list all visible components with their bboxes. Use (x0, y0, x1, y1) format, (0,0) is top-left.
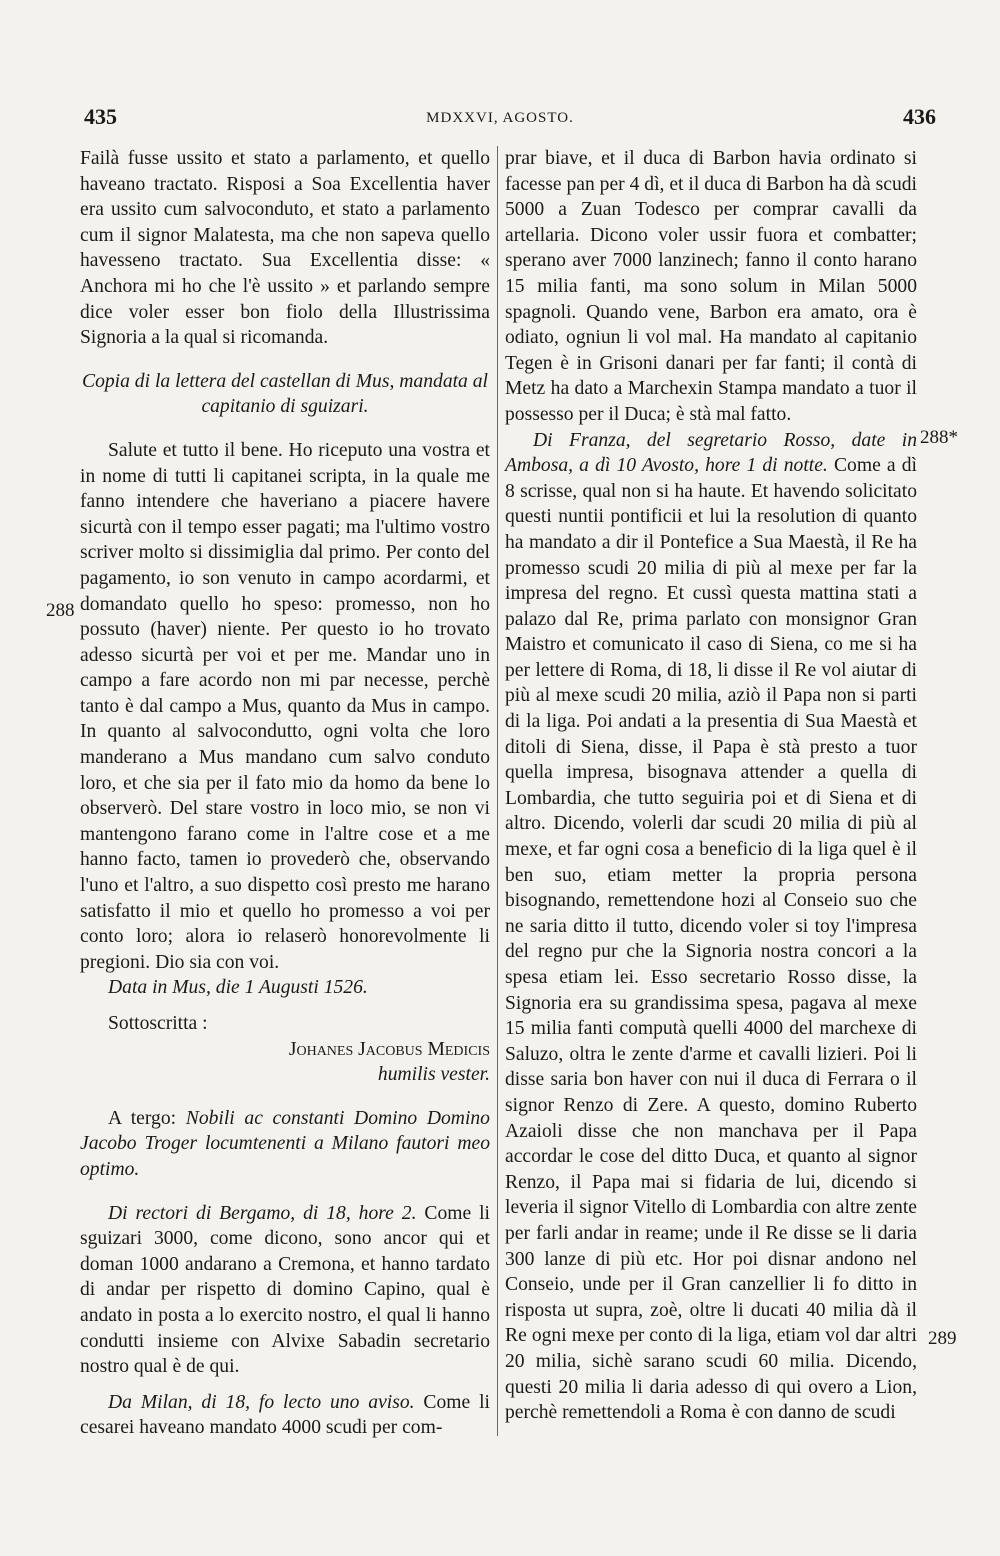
milan-body: Come li cesarei haveano mandato 4000 scudi per com- (80, 1391, 490, 1439)
paragraph-continuation: Failà fusse ussito et stato a parlamento, et quello haveano tractato. Risposi a Soa Excellentia haver era ussito cum salvoconduto, et stato a parlamento cum il signor Malatesta, ma che non sapeva quello havesseno tractato. Sua Excellentia disse: « Anchora mi ho che l'è ussito » et parlando sempre dice voler esser bon fiolo della Illustrissima Signoria a la qual si ricomanda. (80, 148, 490, 349)
franza-paragraph (505, 428, 917, 1426)
bergamo-paragraph (80, 1201, 490, 1380)
signature-closing: humilis vester. (377, 1064, 490, 1086)
margin-number-288-left: 288 (46, 600, 75, 621)
bergamo-heading: Di rectori di Bergamo, di 18, hore 2. (108, 1202, 417, 1224)
address-text: Nobili ac constanti Domino Domino Jacobo Troger locumtenenti a Milano fautori meo optimo. (80, 1107, 490, 1180)
running-title: MDXXVI, AGOSTO. (426, 110, 574, 126)
franza-body: Come a dì 8 scrisse, qual non si ha haute. Et havendo solicitato questi nuntii pontificii et lui la resolution di quanto ha mandato a dir il Pontefice a Sua Maestà, il Re ha promesso scudi 20 milia di più al mexe per far la impresa del regno. Et cussì questa mattina stati a palazo dal Re, prima parlato con monsignor Gran Maistro et comunicato il caso di Siena, co me si ha per lettere di Roma, di 18, li disse il Re vol aiutar di più al mexe scudi 20 milia, aziò il Papa non si parti di la liga. Poi andati a la presentia di Sua Maestà et ditoli di Siena, disse, il Papa è stà presto a tuor quella impresa, bisognava attender a quella di Lombardia, che tutto seguiria poi et di Siena et di altro. Dicendo, volerli dar scudi 20 milia di più al mexe, et far ogni cosa a beneficio di la liga quel è il ben suo, etiam metter la propria persona bisognando, remettendone hozi al Conseio suo che ne saria ditto il tutto, dicendo voler si toy l'impresa del regno pur che la Signoria nostra concori a la spesa etiam lei. Esso secretario Rosso disse, la Signoria era su grandissima spesa, pagava al mexe 15 milia fanti computà quelli 4000 del marchexe di Saluzo, oltra le zente d'arme et cavalli lizieri. Poi li disse saria bon haver con nui il duca di Ferrara o il signor Renzo di Zere. A questo, domino Ruberto Azaioli disse che non manchava per il Papa accordar le cose del ditto Duca, et quanto al signor Renzo, il Papa mai si fidaria de lui, dicendo si leveria il signor Vitello di Lombardia con altre zente per farli andar in reame; unde il Re disse se li daria 300 lanze di più etc. Hor poi disnar andono nel Conseio, unde per il Gran canzellier li fo ditto in risposta ut supra, zoè, oltre li ducati 40 milia dà il Re ogni mexe per conto di la liga, etiam vol dar altri 20 milia, sichè sarano scudi 60 milia. Dicendo, questi 20 milia li daria adesso di qui overo a Lion, perchè remettendoli a Roma è con danno de scudi (505, 455, 917, 1424)
column-divider (497, 146, 498, 1436)
milan-paragraph (80, 1390, 490, 1441)
section-heading: Copia di la lettera del castellan di Mus, mandata al capitanio di sguizari. (82, 370, 488, 418)
signature-name: Johanes Jacobus Medicis (288, 1038, 490, 1060)
page-number-left: 435 (84, 104, 117, 129)
milan-heading: Da Milan, di 18, fo lecto uno aviso. (108, 1391, 415, 1413)
subscribed-label: Sottoscritta : (108, 1013, 208, 1034)
letter-date: Data in Mus, die 1 Augusti 1526. (108, 977, 368, 999)
letter-body: Salute et tutto il bene. Ho riceputo una vostra et in nome di tutti li capitanei scripta, in la quale me fanno intendere che haveriano a piacere havere sicurtà con il tempo esser pagati; ma l'ultimo vostro scriver molto si dissimiglia dal primo. Per conto del pagamento, io son venuto in campo acordarmi, et domandato quello ho speso: promesso, non ho possuto (haver) niente. Per questo io ho trovato adesso sicurtà per voi et per me. Mandar uno in campo a fare acordo non mi par necesse, perchè tanto è dal campo a Mus, quanto da Mus in campo. In quanto al salvocondutto, ogni volta che loro manderano a Mus mandano cum salvo conduto loro, et che sia per il fato mio da homo da bene lo observerò. Del stare vostro in loco mio, se non vi mantengono farano come in l'altre cose et a me hanno facto, tamen io provederò che, observando l'uno et l'altro, a suo dispetto così presto me harano satisfatto il mio et quello ho promesso a voi per conto loro; alora io relaserò honorevolmente li pregioni. Dio sia con voi. (80, 439, 490, 973)
address-label: A tergo: (108, 1107, 177, 1129)
left-column (80, 146, 490, 1441)
right-column (505, 146, 917, 1426)
franza-heading: Di Franza, del segretario Rosso, date in Ambosa, a dì 10 Avosto, hore 1 di notte. (505, 429, 917, 477)
paragraph-continuation-right: prar biave, et il duca di Barbon havia ordinato si facesse pan per 4 dì, et il duca di Barbon ha dà scudi 5000 a Zuan Todesco per comprar cavalli da artellaria. Dicono voler ussir fuora et combatter; sperano aver 7000 lanzinech; fanno il conto harano 15 milia fanti, ma sono solum in Milan 5000 spagnoli. Quando vene, Barbon era amato, ora è odiato, ogniun li vol mal. Ha mandato al capitanio Tegen è in Grisoni danari per far fanti; il contà di Metz ha dato a Marchexin Stampa mandato a tuor il possesso per il Duca; è stà mal fatto. (505, 148, 917, 425)
page-number-right: 436 (903, 104, 936, 129)
margin-number-289: 289 (928, 1328, 957, 1349)
bergamo-body: Come li sguizari 3000, come dicono, sono ancor qui et doman 1000 andarano a Cremona, et hanno tardato di andar per rispetto di domino Capino, qual è andato in posta a lo exercito nostro, el qual li hanno condutti insieme con Alvixe Sabadin secretario nostro qual è de qui. (80, 1202, 490, 1378)
margin-number-288-right: 288* (920, 427, 958, 448)
address-paragraph (80, 1106, 490, 1183)
